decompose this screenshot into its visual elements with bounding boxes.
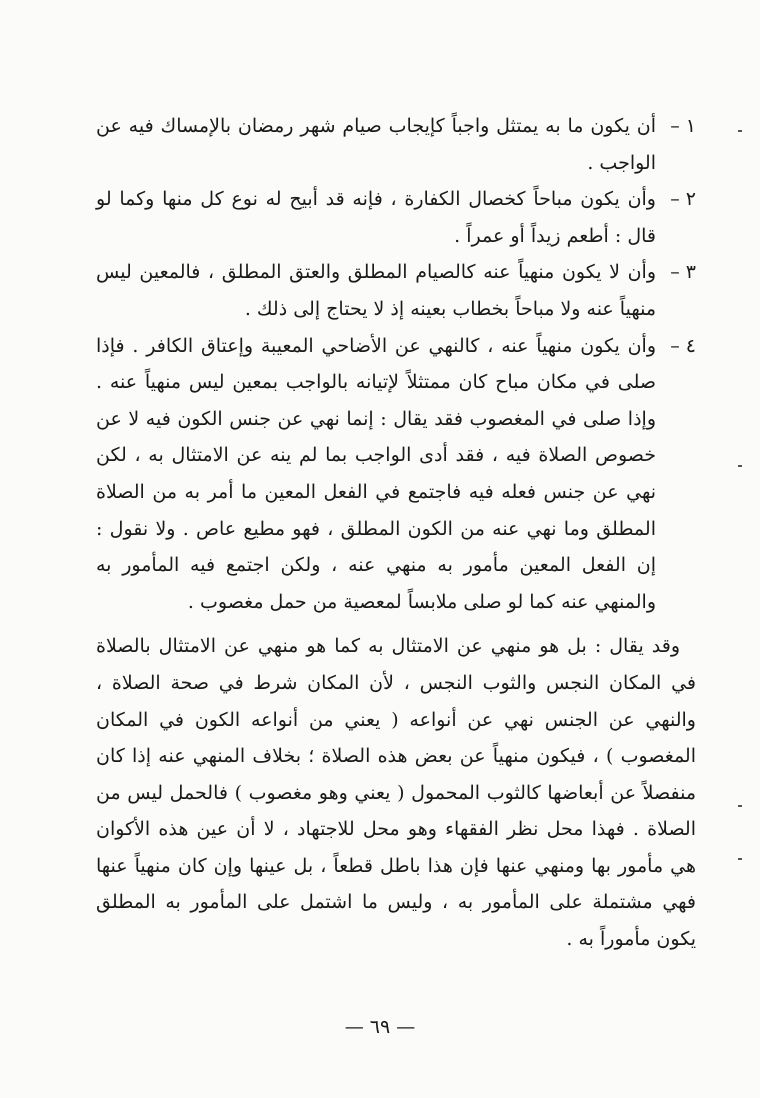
- body-paragraph: وقد يقال : بل هو منهي عن الامتثال به كما هو منهي عن الامتثال بالصلاة في المكان النجس والثوب النجس ، لأن المكان شرط في صحة الصلاة ، والنهي عن الجنس نهي عن أنواعه ( يعني من أنواعه الكون في المكان المغصوب ) ، فيكون منهياً عن بعض هذه الصلاة ؛ بخلاف المنهي عنه إذا كان منفصلاً عن أبعاضها كالثوب المحمول ( يعني وهو مغصوب ) فالحمل ليس من الصلاة . فهذا محل نظر الفقهاء وهو محل للاجتهاد ، لا أن عين هذه الأكوان هي مأمور بها ومنهي عنها فإن هذا باطل قطعاً ، بل عينها وإن كان منهياً عنها فهي مشتملة على المأمور به ، وليس ما اشتمل على المأمور به المطلق يكون مأموراً به .: [96, 635, 696, 951]
- item-text: وأن يكون مباحاً كخصال الكفارة ، فإنه قد أبيح له نوع كل منها وكما لو قال : أطعم زيداً أو عمراً .: [96, 188, 656, 247]
- margin-mark: [738, 465, 742, 467]
- item-number: ١ –: [670, 115, 696, 137]
- item-number: ٣ –: [670, 261, 696, 284]
- list-item: [96, 108, 696, 181]
- item-number: ٤ –: [670, 334, 696, 357]
- item-text: وأن يكون منهياً عنه ، كالنهي عن الأضاحي المعيبة وإعتاق الكافر . فإذا صلى في مكان مباح كان ممتثلاً لإتيانه بالواجب بمعين ليس منهياً عنه . وإذا صلى في المغصوب فقد يقال : إنما نهي عن جنس الكون فيه لا عن خصوص الصلاة فيه ، فقد أدى الواجب بما لم ينه عن الامتثال به ، لكن نهي عن جنس فعله فيه فاجتمع في الفعل المعين ما أمر به من الصلاة المطلق وما نهي عنه من الكون المطلق ، فهو مطيع عاص . ولا نقول : إن الفعل المعين مأمور به منهي عنه ، ولكن اجتمع فيه المأمور به والمنهي عنه كما لو صلى ملابساً لمعصية من حمل مغصوب .: [96, 334, 656, 613]
- item-text: وأن لا يكون منهياً عنه كالصيام المطلق والعتق المطلق ، فالمعين ليس منهياً عنه ولا مباحاً بخطاب بعينه إذ لا يحتاج إلى ذلك .: [96, 261, 656, 320]
- item-text: أن يكون ما به يمتثل واجباً كإيجاب صيام شهر رمضان بالإمساك فيه عن الواجب .: [96, 115, 656, 174]
- item-number: ٢ –: [670, 188, 696, 211]
- list-item: [96, 328, 696, 621]
- margin-mark: [738, 130, 742, 132]
- page-number: — ٦٩ —: [344, 1016, 416, 1038]
- page-body: [96, 108, 696, 977]
- margin-mark: [738, 805, 742, 807]
- list-item: [96, 181, 696, 254]
- margin-mark: [738, 858, 742, 860]
- list-item: [96, 254, 696, 327]
